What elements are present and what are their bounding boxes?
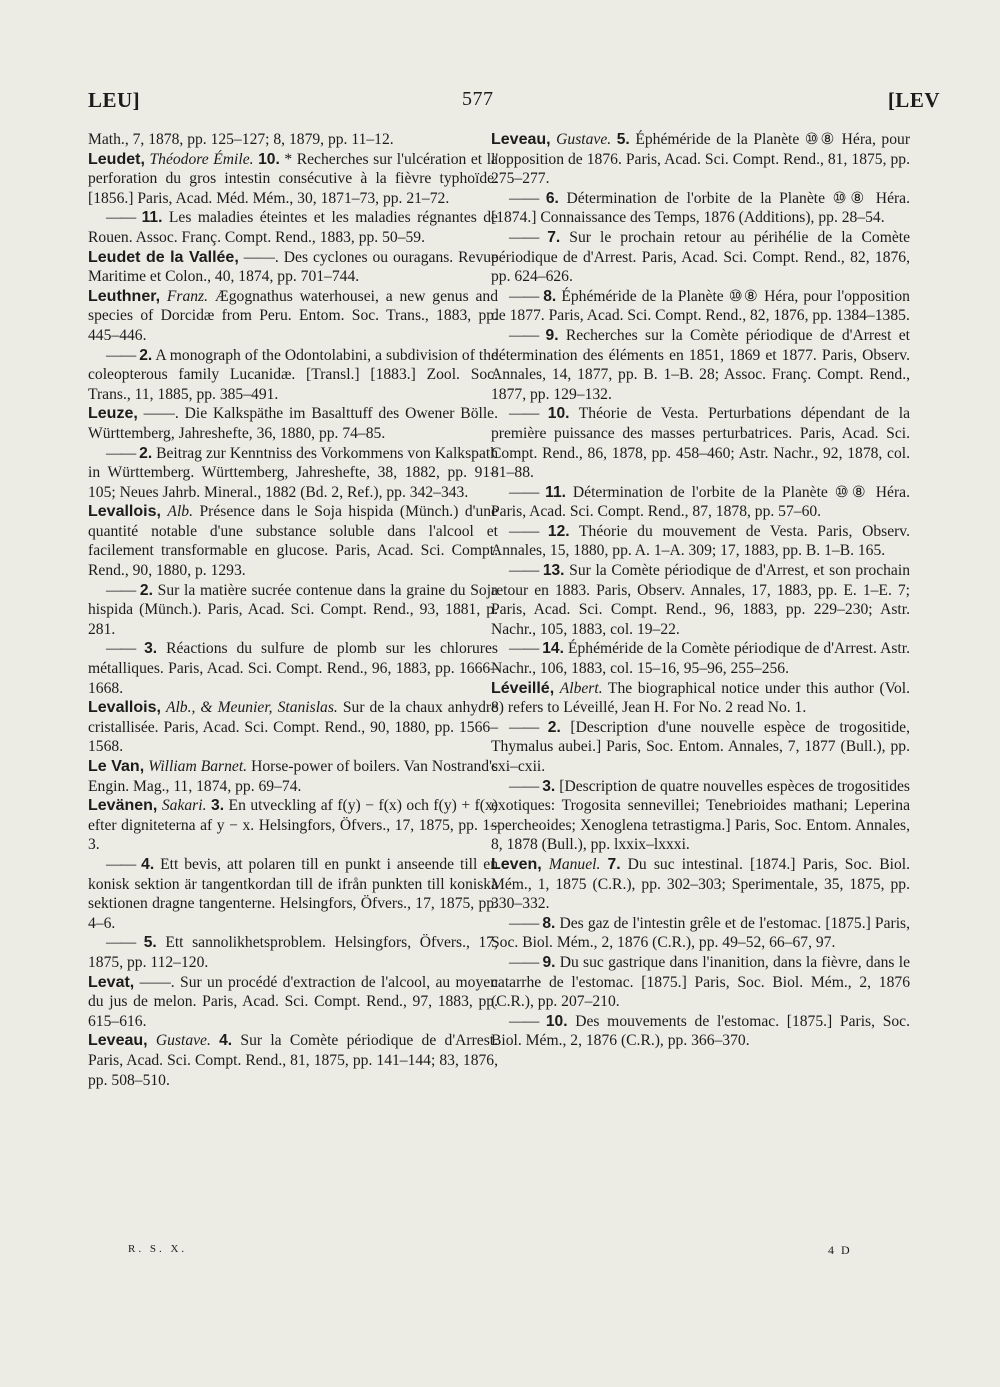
right-column [491,130,910,1051]
entry-heading [491,679,910,718]
entry-number: 7. [547,228,561,246]
author-name: Levallois, [88,503,161,521]
entry-text: Sur la Comète périodique de d'Arrest, et son prochain retour en 1883. Paris, Observ. Annales, 17, 1883, pp. E. 1–E. 7; Paris, Acad. Sci. Compt. Rend., 96, 1883, pp. 229–230; Astr. Nachr., 105, 1883, col. 19–22. [491,562,910,638]
author-name: Le Van, [88,758,145,775]
author-name: Leveau, [88,1032,148,1050]
entry-number: 3. [144,640,158,658]
entry-item [491,522,910,561]
entry-text: Des gaz de l'intestin grêle et de l'estomac. [1875.] Paris, Soc. Biol. Mém., 2, 1876 (C.R.), pp. 49–52, 66–67, 97. [491,914,910,952]
entry-number: 12. [547,522,570,540]
entry-heading [88,1031,498,1090]
ditto-dash: —— [106,346,136,364]
entry-heading [88,287,498,346]
ditto-dash: —— [509,640,539,658]
ditto-dash: —— [509,953,539,971]
entry-text: Éphéméride de la Planète ⑩⑧ Héra, pour l'opposition de 1876. Paris, Acad. Sci. Compt. Rend., 81, 1875, pp. 275–277. [491,131,911,188]
entry-text: En utveckling af f(y) − f(x) och f(y) + f(x) efter digniteterna af y − x. Helsingfors, Öfvers., 17, 1875, pp. 1–3. [88,797,498,854]
entry-item [491,404,910,482]
author-forename: Alb., & Meunier, Stanislas. [165,699,338,717]
entry-number: 10. [545,1012,568,1030]
author-name: Leuze, [88,405,138,423]
entry-heading [88,973,498,1032]
entry-heading [88,502,498,580]
entry-item [491,1012,910,1051]
entry-number: 5. [143,934,157,952]
entry-item [491,639,910,678]
entry-text: A monograph of the Odontolabini, a subdivision of the coleopterous family Lucanidæ. [Transl.] [1883.] Zool. Soc. Trans., 11, 1885, pp. 385–491. [88,346,498,403]
entry-heading [88,150,498,209]
entry-number: 9. [545,326,559,344]
entry-text: ——. Sur un procédé d'extraction de l'alcool, au moyen du jus de melon. Paris, Acad. Sci. Compt. Rend., 97, 1883, pp. 615–616. [88,973,498,1030]
entry-number: 5. [616,131,630,148]
entry-number: 2. [139,444,153,462]
entry-text: Réactions du sulfure de plomb sur les chlorures métalliques. Paris, Acad. Sci. Compt. Rend., 96, 1883, pp. 1666–1668. [88,640,498,697]
entry-text: Du suc gastrique dans l'inanition, dans la fièvre, dans le catarrhe de l'estomac. [1875.] Paris, Soc. Biol. Mém., 2, 1876 (C.R.), pp. 207–210. [491,953,911,1011]
entry-text: * Recherches sur l'ulcération et la perforation du gros intestin consécutive à la fièvre typhoïde. [1856.] Paris, Acad. Méd. Mém., 30, 1871–73, pp. 21–72. [88,150,498,207]
author-name: Léveillé, [491,679,555,697]
entry-text: Ett sannolikhetsproblem. Helsingfors, Öfvers., 17, 1875, pp. 112–120. [88,934,498,971]
entry-text: Horse-power of boilers. Van Nostrand's Engin. Mag., 11, 1874, pp. 69–74. [88,758,498,795]
ditto-dash: —— [509,562,539,580]
entry-text: [Description de quatre nouvelles espèces de trogositides exotiques: Trogosita sennevillei; Tenebrioides mathani; Leperina spercheoides; Xenoglena tetrastigma.] Paris, Soc. Entom. Annales, 8, 1878 (Bull.), pp. lxxix–lxxxi. [491,777,911,854]
entry-number: 10. [258,150,280,168]
entry-number: 13. [542,562,565,580]
ditto-dash: —— [509,777,539,795]
entry-number: 8. [542,914,556,932]
author-forename: Gustave. [155,1032,211,1050]
author-forename: Alb. [167,503,193,521]
gathering-mark: 4 D [828,1243,852,1257]
entry-item [491,326,910,404]
entry-number: 3. [542,777,556,795]
ditto-dash: —— [509,405,539,423]
entry-item [88,933,498,972]
entry-text: ——. Die Kalkspäthe im Basalttuff des Owener Bölle. Württemberg, Jahreshefte, 36, 1880, pp. 74–85. [88,405,498,442]
ditto-dash: —— [509,718,539,736]
entry-item [491,483,910,522]
author-name: Leudet, [88,150,145,168]
entry-number: 2. [139,346,153,364]
entry-item [491,561,910,639]
author-forename: William Barnet. [148,758,248,775]
ditto-dash: —— [509,914,539,932]
author-forename: Albert. [559,679,603,697]
entry-item [88,581,498,640]
author-name: Leudet de la Vallée, [88,248,239,266]
entry-text: Présence dans le Soja hispida (Münch.) d'une quantité notable d'une substance soluble dans l'alcool et facilement transformable en glucose. Paris, Acad. Sci. Compt. Rend., 90, 1880, p. 1293. [88,503,499,580]
author-name: Leven, [491,855,542,873]
ditto-dash: —— [106,581,136,599]
entry-text: ——. Des cyclones ou ouragans. Revue Maritime et Colon., 40, 1874, pp. 701–744. [88,248,498,286]
entry-item [491,777,910,855]
entry-number: 4. [219,1032,233,1050]
left-column [88,130,498,1090]
ditto-dash: —— [509,522,539,540]
ditto-dash: —— [106,209,136,227]
author-name: Levänen, [88,797,158,815]
author-forename: Théodore Émile. [149,150,254,168]
entry-number: 8. [543,287,557,305]
entry-number: 6. [545,189,559,207]
entry-heading [491,855,910,914]
entry-number: 11. [545,483,566,501]
entry-continuation [88,130,498,150]
entry-heading [88,698,498,757]
page-number: 577 [462,88,494,110]
ditto-dash: —— [106,855,136,873]
entry-item [88,639,498,698]
entry-number: 2. [139,581,153,599]
ditto-dash: —— [106,934,136,952]
entry-text: Du suc intestinal. [1874.] Paris, Soc. Biol. Mém., 1, 1875 (C.R.), pp. 302–303; Sperimentale, 35, 1875, pp. 330–332. [491,855,910,913]
entry-text: Recherches sur la Comète périodique de d'Arrest et détermination des éléments en 1851, 1869 et 1877. Paris, Observ. Annales, 14, 1877, pp. B. 1–B. 28; Assoc. Franç. Compt. Rend., 1877, pp. 129–132. [491,326,910,403]
entry-text: Sur le prochain retour au périhélie de la Comète périodique de d'Arrest. Paris, Acad. Sci. Compt. Rend., 82, 1876, pp. 624–626. [491,228,911,286]
entry-text: Des mouvements de l'estomac. [1875.] Paris, Soc. Biol. Mém., 2, 1876 (C.R.), pp. 366–370. [491,1012,910,1050]
entry-number: 9. [542,953,556,971]
entry-heading [491,130,910,189]
entry-number: 10. [547,405,570,423]
running-head-right: [LEV [887,88,940,112]
entry-heading [88,757,498,796]
entry-heading [88,404,498,443]
author-name: Leveau, [491,131,551,148]
running-head-left: LEU] [88,88,141,112]
entry-text: Ægognathus waterhousei, a new genus and species of Dorcidæ from Peru. Entom. Soc. Trans., 1883, pp. 445–446. [88,287,499,344]
entry-item [88,208,498,247]
entry-number: 4. [141,855,155,873]
author-forename: Manuel. [548,855,601,873]
ditto-dash: —— [509,483,539,501]
entry-number: 2. [547,718,561,736]
entry-text: Théorie du mouvement de Vesta. Paris, Observ. Annales, 15, 1880, pp. A. 1–A. 309; 17, 1883, pp. B. 1–B. 165. [491,522,910,560]
entry-item [88,346,498,405]
ditto-dash: —— [509,287,539,305]
entry-text: Math., 7, 1878, pp. 125–127; 8, 1879, pp. 11–12. [88,131,394,148]
entry-text: Théorie de Vesta. Perturbations dépendant de la première puissance des masses perturbatrices. Paris, Acad. Sci. Compt. Rend., 86, 1878, pp. 458–460; Astr. Nachr., 92, 1878, col. 81–88. [491,405,910,482]
entry-item [491,953,910,1012]
entry-text: Détermination de l'orbite de la Planète ⑩⑧ Héra. Paris, Acad. Sci. Compt. Rend., 87, 1878, pp. 57–60. [491,483,910,521]
entry-number: 3. [211,797,225,815]
entry-item [491,914,910,953]
entry-item [88,444,498,503]
entry-heading [88,796,498,855]
entry-item [491,189,910,228]
ditto-dash: —— [509,326,539,344]
entry-number: 14. [542,640,564,658]
ditto-dash: —— [509,189,539,207]
entry-item [491,228,910,287]
entry-text: Sur la Comète périodique de d'Arrest. Paris, Acad. Sci. Compt. Rend., 81, 1875, pp. 141–144; 83, 1876, pp. 508–510. [88,1032,498,1089]
author-forename: Gustave. [556,131,612,148]
author-forename: Franz. [166,287,209,305]
ditto-dash: —— [509,228,539,246]
author-forename: Sakari. [161,797,207,815]
entry-heading [88,248,498,287]
ditto-dash: —— [106,640,136,658]
entry-text: Détermination de l'orbite de la Planète ⑩⑧ Héra. [1874.] Connaissance des Temps, 1876 (Additions), pp. 28–54. [491,189,910,227]
entry-item [491,718,910,777]
entry-text: Éphéméride de la Comète périodique de d'Arrest. Astr. Nachr., 106, 1883, col. 15–16, 95–96, 255–256. [491,640,910,678]
author-name: Levallois, [88,699,161,717]
author-name: Leuthner, [88,287,161,305]
entry-text: Les maladies éteintes et les maladies régnantes de Rouen. Assoc. Franç. Compt. Rend., 1883, pp. 50–59. [88,209,498,246]
ditto-dash: —— [106,444,136,462]
entry-text: Beitrag zur Kenntniss des Vorkommens von Kalkspath in Württemberg. Württemberg, Jahreshefte, 38, 1882, pp. 91–105; Neues Jahrb. Mineral., 1882 (Bd. 2, Ref.), pp. 342–343. [88,444,498,501]
entry-text: Éphéméride de la Planète ⑩⑧ Héra, pour l'opposition de 1877. Paris, Acad. Sci. Compt. Rend., 82, 1876, pp. 1384–1385. [491,287,910,325]
entry-text: Sur la matière sucrée contenue dans la graine du Soja hispida (Münch.). Paris, Acad. Sci. Compt. Rend., 93, 1881, p. 281. [88,581,498,638]
entry-text: Sur de la chaux anhydre cristallisée. Paris, Acad. Sci. Compt. Rend., 90, 1880, pp. 1566–1568. [88,699,499,756]
entry-item [88,855,498,933]
entry-text: [Description d'une nouvelle espèce de trogositide, Thymalus aubei.] Paris, Soc. Entom. Annales, 7, 1877 (Bull.), pp. cxi–cxii. [491,718,910,775]
entry-text: Ett bevis, att polaren till en punkt i anseende till en konisk sektion är tangentkordan till de ifrån punkten till koniska sektionen dragne tangenterne. Helsingfors, Öfvers., 17, 1875, pp. 4–6. [88,855,498,932]
entry-item [491,287,910,326]
entry-number: 7. [607,855,621,873]
author-name: Levat, [88,973,135,991]
entry-number: 11. [141,209,163,227]
entry-text: The biographical notice under this author (Vol. 8) refers to Léveillé, Jean H. For No. 2 read No. 1. [491,679,910,717]
ditto-dash: —— [509,1012,539,1030]
signature-mark: R. S. X. [128,1243,188,1255]
